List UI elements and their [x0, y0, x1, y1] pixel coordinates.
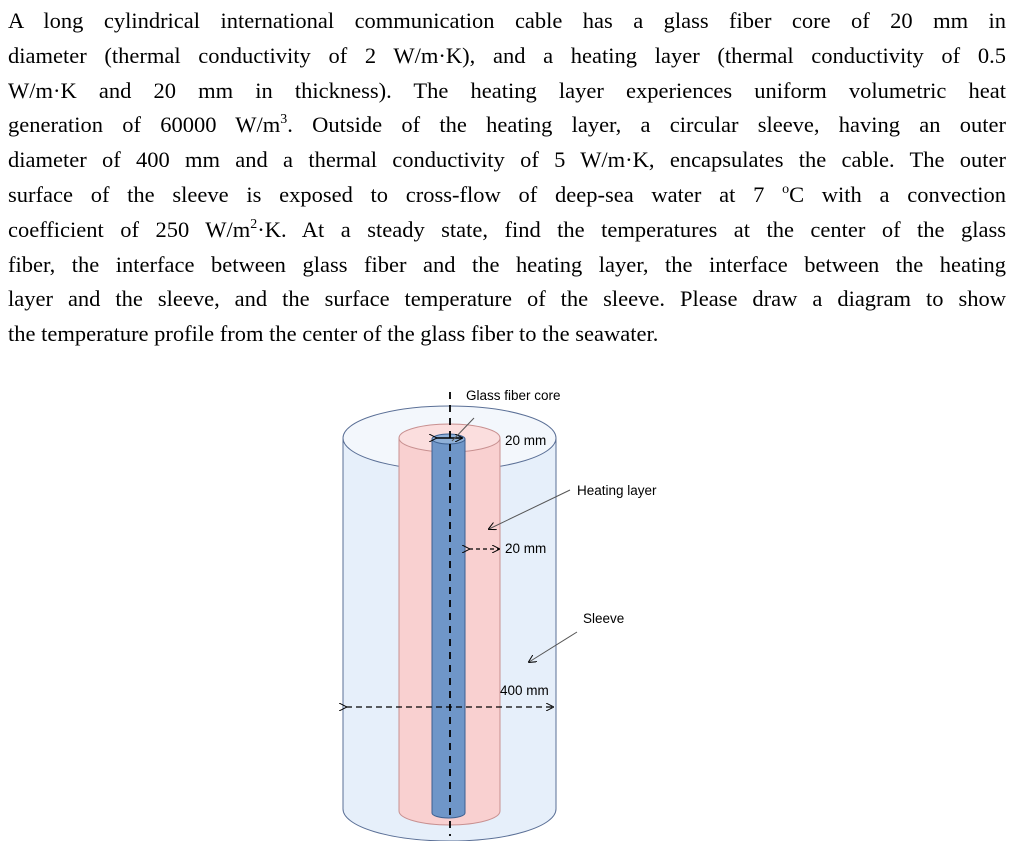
problem-line: surface of the sleeve is exposed to cross-flow of deep-sea water at 7 $^o$C with a convection: [8, 181, 1006, 207]
problem-line: fiber, the interface between glass fiber and the heating layer, the interface between the heating: [8, 251, 1006, 277]
problem-line: coefficient of 250 $W/m^2\cdot K$. At a steady state, find the temperatures at the center of the glass: [8, 216, 1006, 242]
core-top-face: [432, 434, 465, 444]
problem-line: W/m·K and 20 mm in thickness). The heating layer experiences uniform volumetric heat: [8, 77, 1006, 103]
core-label: Glass fiber core: [466, 388, 561, 403]
problem-line: generation of 60000 $W/m^3$. Outside of the heating layer, a circular sleeve, having an outer: [8, 112, 1006, 138]
core-diameter-label: 20 mm: [505, 433, 547, 448]
heating-thickness-label: 20 mm: [505, 541, 547, 556]
heating-layer-label: Heating layer: [577, 483, 657, 498]
glass-fiber-core: [432, 434, 465, 818]
problem-line: A long cylindrical international communication cable has a glass fiber core of 20 mm in: [8, 8, 1006, 33]
problem-line: diameter of 400 mm and a thermal conductivity of 5 W/m·K, encapsulates the cable. The outer: [8, 147, 1006, 173]
problem-line: the temperature profile from the center of the glass fiber to the seawater.: [8, 321, 659, 347]
problem-line: diameter (thermal conductivity of 2 W/m·K), and a heating layer (thermal conductivity of 0.5: [8, 42, 1006, 68]
sleeve-label: Sleeve: [583, 611, 625, 626]
sleeve-diameter-label: 400 mm: [500, 683, 549, 698]
core-body: [432, 439, 465, 813]
problem-line: layer and the sleeve, and the surface temperature of the sleeve. Please draw a diagram to show: [8, 286, 1006, 312]
